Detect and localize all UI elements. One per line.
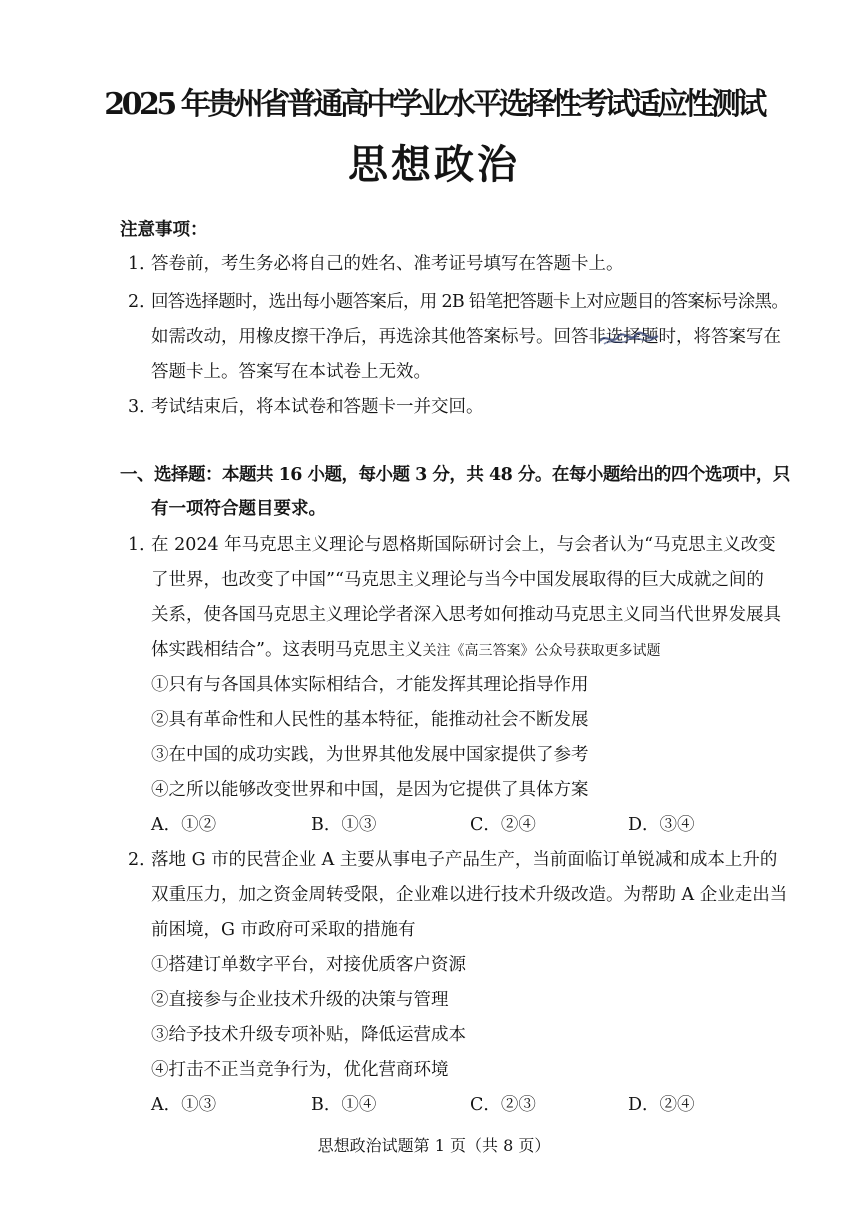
page-footer: 思想政治试题第 1 页（共 8 页） (317, 1136, 551, 1155)
answer-option-a: A．①② (151, 815, 217, 835)
statement-item: ②直接参与企业技术升级的决策与管理 (151, 990, 449, 1010)
answer-option-c: C．②④ (470, 815, 536, 835)
pen-scribble-mark (598, 329, 660, 347)
question-number: 2． (128, 850, 157, 870)
statement-item: ③给予技术升级专项补贴，降低运营成本 (151, 1025, 466, 1045)
question-stem-line: 关系，使各国马克思主义理论学者深入思考如何推动马克思主义同当代世界发展具 (151, 605, 781, 625)
statement-item: ④之所以能够改变世界和中国，是因为它提供了具体方案 (151, 780, 589, 800)
notice-item-number: 2． (128, 292, 157, 312)
notice-item-line: 考试结束后，将本试卷和答题卡一并交回。 (151, 397, 484, 417)
answer-option-d: D．②④ (628, 1095, 695, 1115)
answer-option-b: B．①③ (311, 815, 377, 835)
question-stem-line: 落地 G 市的民营企业 A 主要从事电子产品生产，当前面临订单锐减和成本上升的 (151, 850, 778, 870)
statement-item: ②具有革命性和人民性的基本特征，能推动社会不断发展 (151, 710, 589, 730)
notice-item-line: 回答选择题时，选出每小题答案后，用 2B 铅笔把答题卡上对应题目的答案标号涂黑。 (151, 292, 789, 312)
answer-option-a: A．①③ (151, 1095, 217, 1115)
statement-item: ④打击不正当竞争行为，优化营商环境 (151, 1060, 449, 1080)
notice-item-line: 答题卡上。答案写在本试卷上无效。 (151, 362, 431, 382)
question-stem-text: 体实践相结合”。这表明马克思主义 (151, 640, 423, 660)
statement-item: ①只有与各国具体实际相结合，才能发挥其理论指导作用 (151, 675, 589, 695)
question-stem-line (151, 638, 660, 663)
subject-title: 思想政治 (348, 142, 520, 188)
exam-title: 2025 年贵州省普通高中学业水平选择性考试适应性测试 (104, 87, 764, 122)
statement-item: ③在中国的成功实践，为世界其他发展中国家提供了参考 (151, 745, 589, 765)
question-stem-line: 在 2024 年马克思主义理论与恩格斯国际研讨会上，与会者认为“马克思主义改变 (151, 535, 776, 555)
question-stem-line: 了世界，也改变了中国”“马克思主义理论与当今中国发展取得的巨大成就之间的 (151, 570, 764, 590)
watermark-text: 关注《高三答案》公众号获取更多试题 (422, 643, 661, 659)
notice-item-number: 3． (128, 397, 157, 417)
question-stem-line: 前困境，G 市政府可采取的措施有 (151, 920, 416, 940)
section-heading: 有一项符合题目要求。 (151, 499, 326, 519)
notice-item-line: 如需改动，用橡皮擦干净后，再选涂其他答案标号。回答非选择题时，将答案写在 (151, 327, 781, 347)
statement-item: ①搭建订单数字平台，对接优质客户资源 (151, 955, 466, 975)
section-heading: 一、选择题：本题共 16 小题，每小题 3 分，共 48 分。在每小题给出的四个选项中，只 (120, 465, 790, 485)
answer-option-c: C．②③ (470, 1095, 536, 1115)
notice-item-line: 答卷前，考生务必将自己的姓名、准考证号填写在答题卡上。 (151, 254, 624, 274)
question-number: 1． (128, 535, 157, 555)
notice-heading: 注意事项： (120, 220, 208, 240)
question-stem-line: 双重压力，加之资金周转受限，企业难以进行技术升级改造。为帮助 A 企业走出当 (151, 885, 788, 905)
answer-option-d: D．③④ (628, 815, 695, 835)
answer-option-b: B．①④ (311, 1095, 377, 1115)
notice-item-number: 1． (128, 254, 157, 274)
